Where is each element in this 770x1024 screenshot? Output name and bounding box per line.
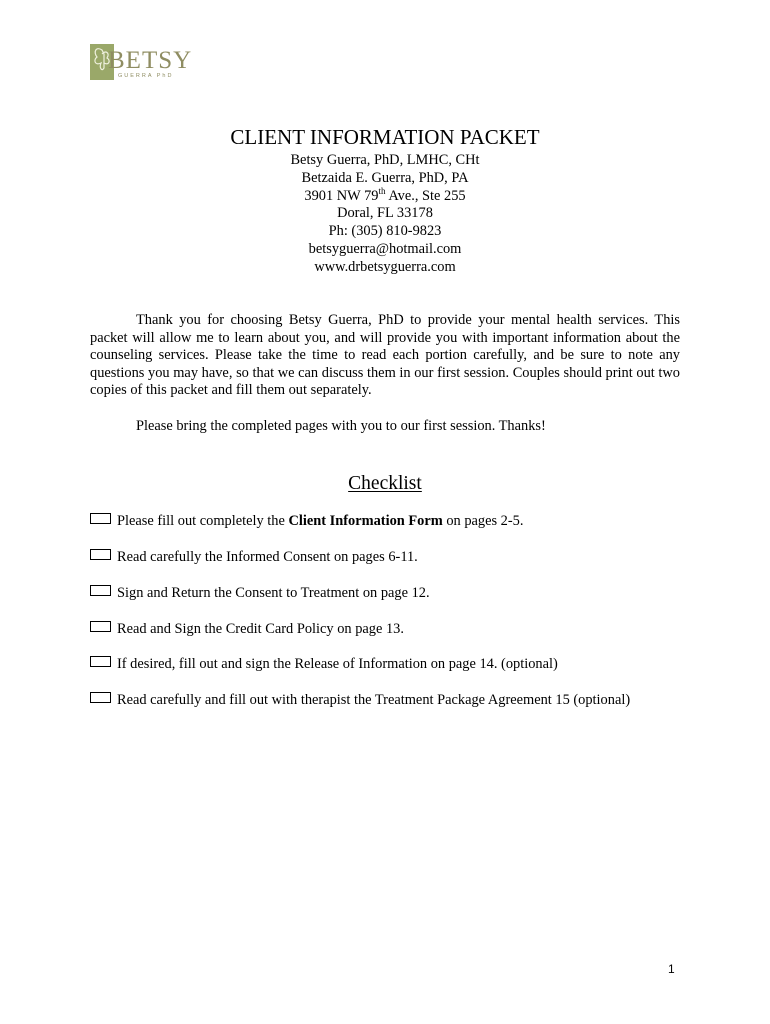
contact-website: www.drbetsyguerra.com — [314, 258, 456, 275]
checklist-item-label: Read carefully the Informed Consent on pages 6-11. — [117, 549, 418, 565]
address-unit: Ave., Ste 255 — [385, 187, 466, 204]
checkbox[interactable] — [90, 656, 111, 667]
checklist-heading: Checklist — [348, 473, 422, 494]
checkbox[interactable] — [90, 585, 111, 596]
address-street: 3901 NW 79 — [304, 187, 379, 204]
intro-paragraph — [90, 312, 680, 400]
contact-email: betsyguerra@hotmail.com — [308, 240, 462, 257]
checkbox[interactable] — [90, 621, 111, 632]
checklist-item-label — [117, 511, 523, 531]
checklist-item-label: Read carefully and fill out with therapist the Treatment Package Agreement 15 (optional) — [117, 692, 631, 708]
reminder-paragraph — [90, 418, 680, 436]
checklist-item — [90, 547, 690, 567]
item-bold-text: Client Information Form — [288, 513, 443, 529]
logo-wordmark: BETSY — [108, 47, 193, 74]
checklist-item — [90, 690, 690, 710]
checklist-item — [90, 654, 690, 674]
checklist-item — [90, 619, 690, 639]
item-text: Please fill out completely the — [117, 513, 289, 529]
contact-city: Doral, FL 33178 — [337, 205, 433, 222]
checklist-item-label: Sign and Return the Consent to Treatment on page 12. — [117, 585, 430, 601]
contact-phone: Ph: (305) 810-9823 — [328, 223, 442, 240]
checklist-item — [90, 511, 690, 531]
contact-block — [0, 152, 770, 277]
address-suffix: th — [378, 185, 386, 196]
checkbox[interactable] — [90, 513, 111, 524]
page-title: CLIENT INFORMATION PACKET — [230, 125, 540, 149]
brand-logo — [90, 44, 194, 84]
contact-name: Betsy Guerra, PhD, LMHC, CHt — [290, 152, 480, 168]
contact-address — [0, 185, 770, 206]
checklist-item-label: If desired, fill out and sign the Release of Information on page 14. (optional) — [117, 656, 558, 672]
item-text: on pages 2-5. — [442, 513, 524, 529]
checklist-item-label: Read and Sign the Credit Card Policy on page 13. — [117, 621, 404, 637]
intro-text: Thank you for choosing Betsy Guerra, PhD to provide your mental health services. This packet will allow me to learn about you, and will provide you with important information about the counseling services. Please take the time to read each portion carefully, and be sure to note any questions you may have, so that we can discuss them in our first session. Couples should print out two copies of this packet and fill them out separately. — [90, 312, 680, 399]
checklist-item — [90, 583, 690, 603]
checkbox[interactable] — [90, 549, 111, 560]
logo-subtitle: GUERRA PhD — [118, 73, 174, 79]
page-number: 1 — [668, 962, 675, 976]
reminder-text: Please bring the completed pages with you to our first session. Thanks! — [136, 418, 546, 434]
contact-company: Betzaida E. Guerra, PhD, PA — [301, 169, 469, 186]
checkbox[interactable] — [90, 692, 111, 703]
